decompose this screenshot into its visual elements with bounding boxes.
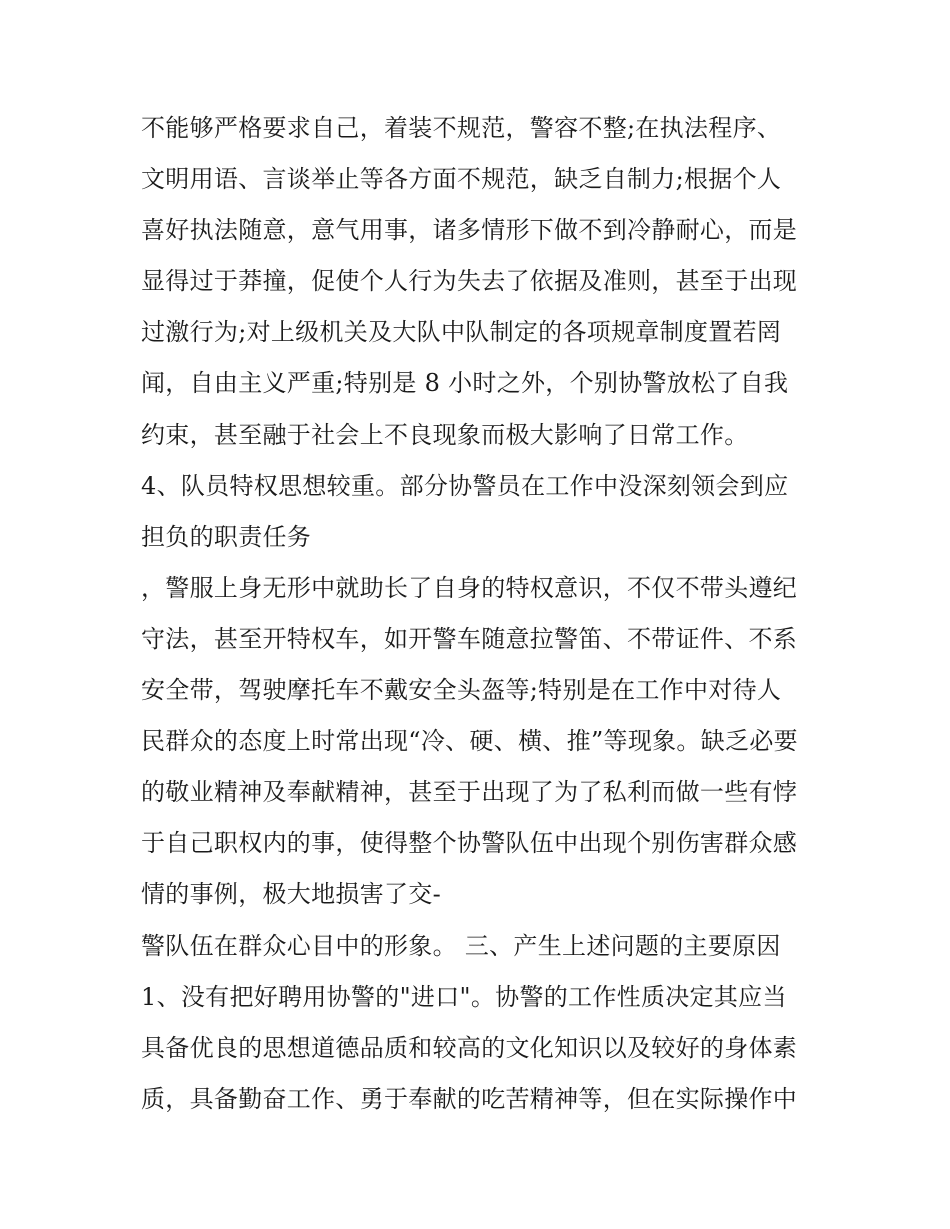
- text-line-11: 守法，甚至开特权车，如开警车随意拉警笛、不带证件、不系: [141, 624, 798, 653]
- text-line-16: 情的事例，极大地损害了交-: [141, 880, 442, 909]
- text-line-7: 约束，甚至融于社会上不良现象而极大影响了日常工作。: [141, 420, 749, 449]
- text-line-12: 安全带，驾驶摩托车不戴安全头盔等;特别是在工作中对待人: [141, 676, 782, 705]
- text-line-9: 担负的职责任务: [141, 522, 312, 551]
- text-line-14: 的敬业精神及奉献精神，甚至于出现了为了私利而做一些有悖: [141, 778, 798, 807]
- text-line-5: 过激行为;对上级机关及大队中队制定的各项规章制度置若罔: [141, 318, 782, 347]
- text-line-10: ，警服上身无形中就助长了自身的特权意识，不仅不带头遵纪: [141, 573, 798, 602]
- text-line-6: 闻，自由主义严重;特别是 8 小时之外，个别协警放松了自我: [141, 369, 789, 398]
- text-line-20: 质，具备勤奋工作、勇于奉献的吃苦精神等，但在实际操作中: [141, 1084, 798, 1113]
- text-line-3: 喜好执法随意，意气用事，诸多情形下做不到冷静耐心，而是: [141, 216, 798, 245]
- text-line-18: 1、没有把好聘用协警的"进口"。协警的工作性质决定其应当: [141, 982, 787, 1011]
- text-line-2: 文明用语、言谈举止等各方面不规范，缺乏自制力;根据个人: [141, 165, 782, 194]
- text-line-19: 具备优良的思想道德品质和较高的文化知识以及较好的身体素: [141, 1033, 798, 1062]
- document-body: [141, 103, 831, 1125]
- text-line-13: 民群众的态度上时常出现“冷、硬、横、推”等现象。缺乏必要: [141, 727, 798, 756]
- text-line-8: 4、队员特权思想较重。部分协警员在工作中没深刻领会到应: [141, 471, 789, 500]
- text-line-1: 不能够严格要求自己，着装不规范，警容不整;在执法程序、: [141, 114, 782, 142]
- text-line-4: 显得过于莽撞，促使个人行为失去了依据及准则，甚至于出现: [141, 267, 798, 296]
- text-line-15: 于自己职权内的事，使得整个协警队伍中出现个别伤害群众感: [141, 829, 798, 858]
- text-line-17: 警队伍在群众心目中的形象。 三、产生上述问题的主要原因: [141, 931, 781, 960]
